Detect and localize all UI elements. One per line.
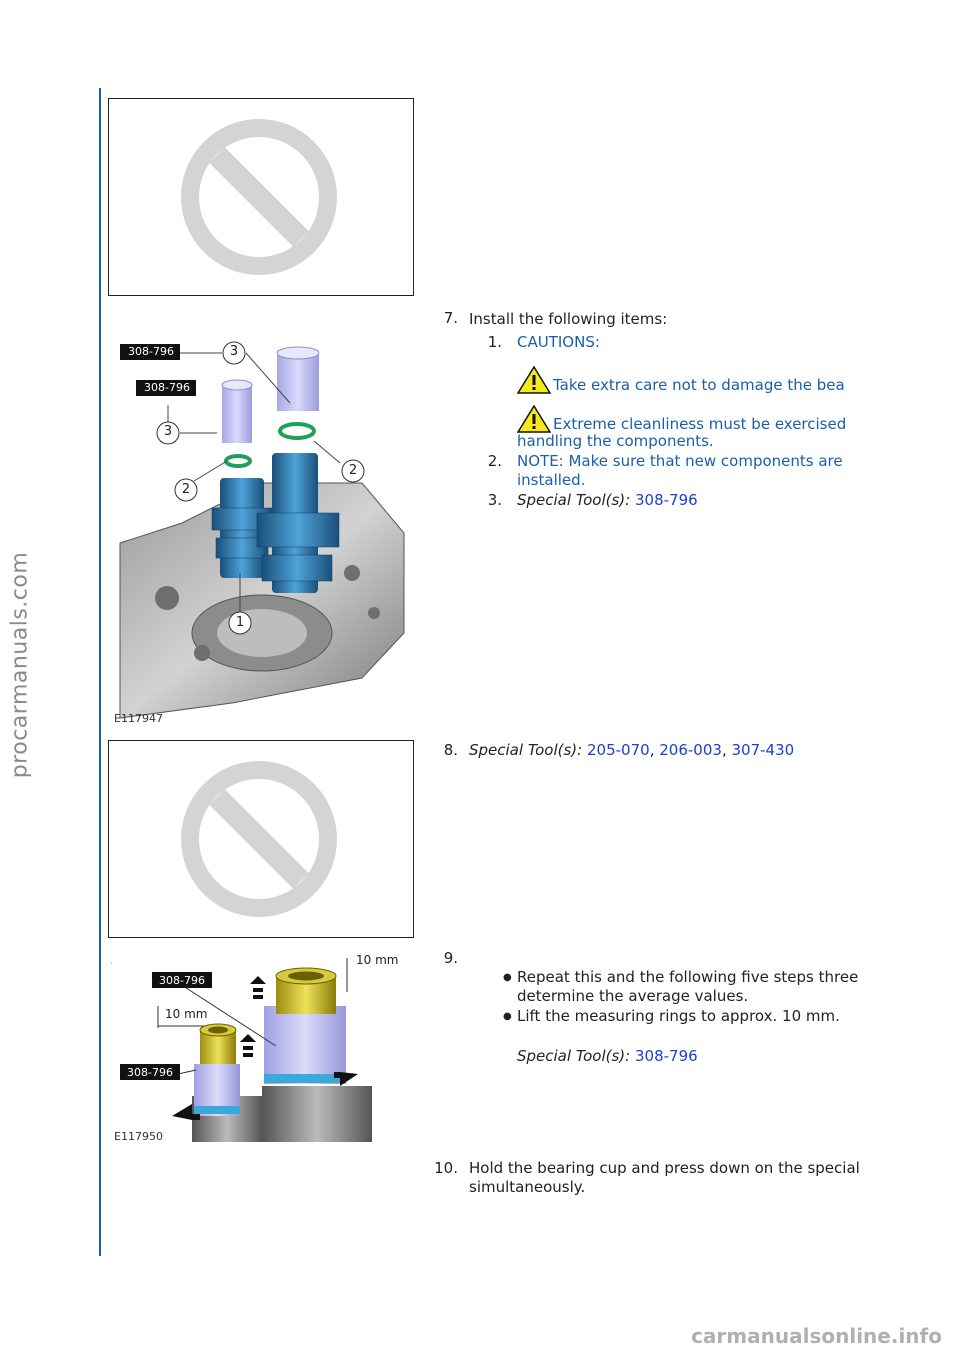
prohibited-placeholder-icon — [109, 741, 413, 937]
tool-link[interactable]: 308-796 — [635, 491, 698, 509]
step-number: 10. — [434, 1159, 458, 1177]
step-text-a: Hold the bearing cup and press down on the special — [469, 1159, 860, 1177]
tool-link[interactable]: 307-430 — [731, 741, 795, 759]
substep-number: 1. — [487, 333, 502, 351]
bullet-text-1b: determine the average values. — [517, 987, 749, 1005]
special-tools-label: Special Tool(s): — [517, 491, 631, 509]
tool-link[interactable]: 206-003 — [659, 741, 722, 759]
tool-link[interactable]: 308-796 — [635, 1047, 698, 1065]
caution-text-1: Take extra care not to damage the bea — [553, 376, 845, 394]
warning-icon — [517, 405, 551, 433]
special-tools-label: Special Tool(s): — [517, 1047, 631, 1065]
separator: , — [721, 741, 727, 759]
fig4-tool-label-2: 308-796 — [127, 1066, 173, 1079]
side-watermark-text: procarmanuals.com — [7, 551, 33, 779]
fig2-callout-3b: 3 — [163, 424, 173, 439]
special-tools-line — [517, 1047, 698, 1066]
bottom-watermark: carmanualsonline.info — [691, 1324, 942, 1348]
left-accent-line — [99, 88, 101, 1256]
step-text: Install the following items: — [469, 310, 668, 328]
fig2-figure-id: E117947 — [114, 712, 163, 725]
substep-number: 2. — [487, 452, 502, 470]
step-number: 9. — [443, 949, 458, 967]
substep-number: 3. — [487, 491, 502, 509]
fig4-tool-label-1: 308-796 — [159, 974, 205, 987]
caution-text-2b: handling the components. — [517, 432, 714, 450]
special-tools-label: Special Tool(s): — [469, 741, 583, 759]
step-number: 7. — [443, 309, 458, 327]
step-text-b: simultaneously. — [469, 1178, 586, 1196]
caution-item-2 — [517, 405, 846, 434]
bullet-text-1a: Repeat this and the following five steps three — [517, 968, 859, 986]
cautions-heading: CAUTIONS: — [517, 333, 600, 351]
note-text-b: installed. — [517, 471, 586, 489]
step-number: 8. — [443, 741, 458, 759]
bullet-icon: ● — [503, 972, 512, 983]
bullet-text-2: Lift the measuring rings to approx. 10 mm. — [517, 1007, 840, 1025]
warning-icon — [517, 366, 551, 394]
caution-item-1 — [517, 366, 845, 395]
note-text-a: NOTE: Make sure that new components are — [517, 452, 843, 470]
special-tools-line — [517, 491, 698, 510]
tool-link[interactable]: 205-070 — [587, 741, 650, 759]
fig2-tool-label-1: 308-796 — [128, 345, 174, 358]
caution-text-2a: Extreme cleanliness must be exercised — [553, 415, 847, 433]
fig4-figure-id: E117950 — [114, 1130, 163, 1143]
separator: , — [649, 741, 655, 759]
fig4-dimension-label-1: 10 mm — [356, 953, 399, 967]
figure-placeholder-1 — [108, 98, 414, 296]
bullet-icon: ● — [503, 1011, 512, 1022]
figure-placeholder-2 — [108, 740, 414, 938]
prohibited-placeholder-icon — [109, 99, 413, 295]
fig2-callout-1: 1 — [235, 615, 245, 630]
fig2-callout-3a: 3 — [229, 344, 239, 359]
fig2-callout-2b: 2 — [348, 463, 358, 478]
special-tools-line — [469, 741, 794, 760]
side-watermark — [0, 0, 42, 1358]
fig2-callout-2a: 2 — [181, 482, 191, 497]
fig4-dimension-label-2: 10 mm — [165, 1007, 208, 1021]
fig2-tool-label-2: 308-796 — [144, 381, 190, 394]
